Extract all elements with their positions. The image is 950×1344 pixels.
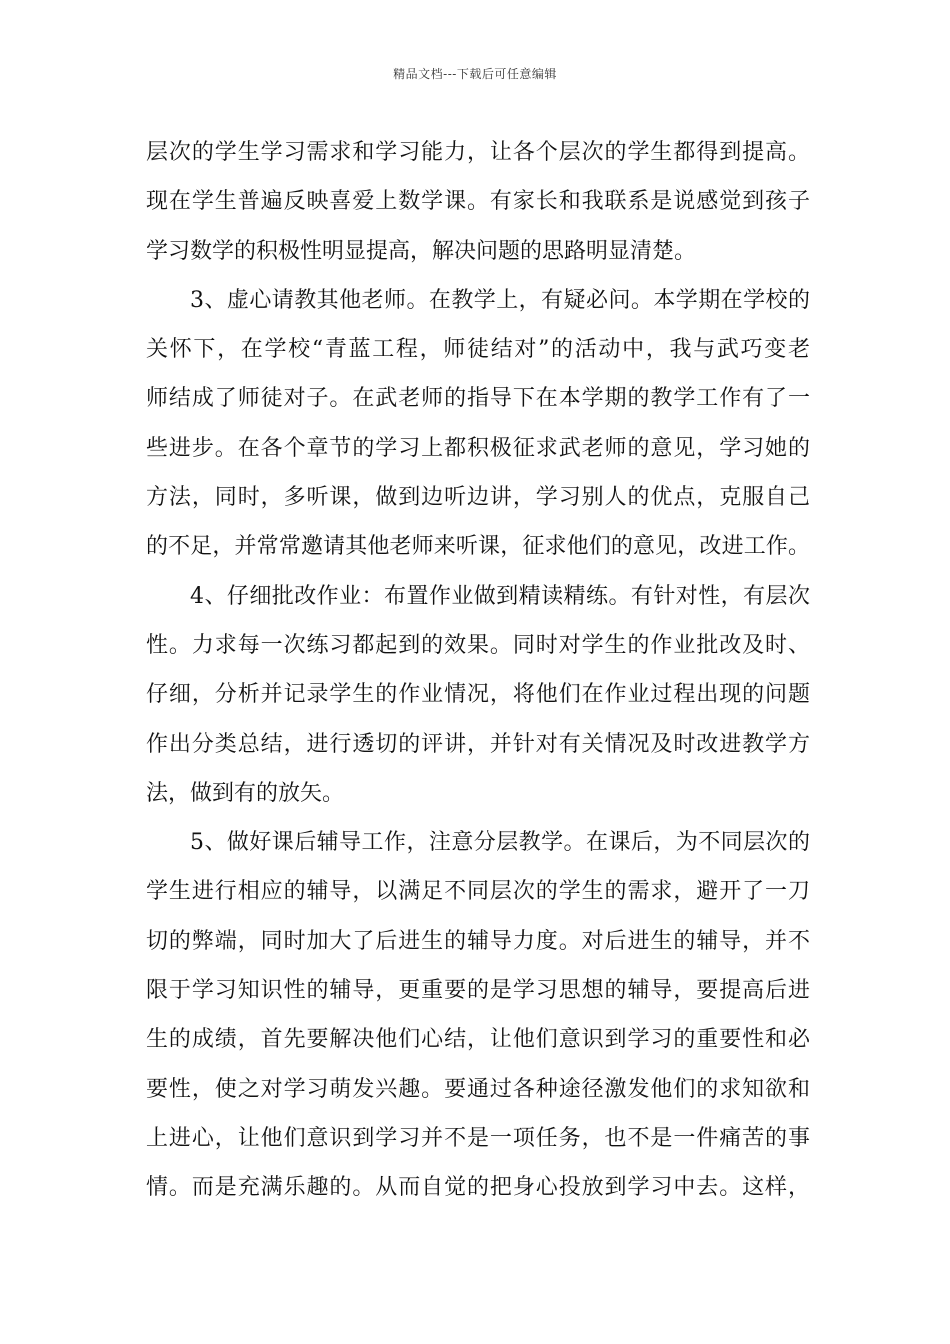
text-line: 学习数学的积极性明显提高，解决问题的思路明显清楚。 [146, 238, 697, 264]
text-line: 方法，同时，多听课，做到边听边讲，学习别人的优点，克服自己 [146, 485, 810, 511]
text-line: 要性，使之对学习萌发兴趣。要通过各种途径激发他们的求知欲和 [146, 1076, 810, 1102]
text-line: 关怀下，在学校“青蓝工程，师徒结对”的活动中，我与武巧变老 [146, 337, 810, 363]
text-line: 情。而是充满乐趣的。从而自觉的把身心投放到学习中去。这样， [146, 1175, 810, 1201]
text-line: 切的弊端，同时加大了后进生的辅导力度。对后进生的辅导，并不 [146, 928, 810, 954]
text-line: 的不足，并常常邀请其他老师来听课，征求他们的意见，改进工作。 [146, 534, 810, 560]
text-line: 学生进行相应的辅导，以满足不同层次的学生的需求，避开了一刀 [146, 879, 810, 905]
document-body [146, 128, 810, 1213]
text-line: 层次的学生学习需求和学习能力，让各个层次的学生都得到提高。 [146, 140, 810, 165]
page-header: 精品文档---下载后可任意编辑 [393, 67, 557, 81]
text-line: 仔细，分析并记录学生的作业情况，将他们在作业过程出现的问题 [146, 682, 810, 708]
paragraph-3-start: 3、虚心请教其他老师。在教学上，有疑必问。本学期在学校的 [190, 287, 810, 313]
text-line: 师结成了师徒对子。在武老师的指导下在本学期的教学工作有了一 [146, 386, 810, 412]
text-line: 现在学生普遍反映喜爱上数学课。有家长和我联系是说感觉到孩子 [146, 189, 810, 215]
text-line: 上进心，让他们意识到学习并不是一项任务，也不是一件痛苦的事 [146, 1125, 810, 1151]
text-line: 生的成绩，首先要解决他们心结，让他们意识到学习的重要性和必 [146, 1027, 810, 1053]
text-line: 些进步。在各个章节的学习上都积极征求武老师的意见，学习她的 [146, 435, 810, 461]
paragraph-5-start: 5、做好课后辅导工作，注意分层教学。在课后，为不同层次的 [190, 830, 810, 856]
text-line: 限于学习知识性的辅导，更重要的是学习思想的辅导，要提高后进 [146, 978, 810, 1004]
text-line: 性。力求每一次练习都起到的效果。同时对学生的作业批改及时、 [146, 632, 810, 658]
text-line: 法，做到有的放矢。 [146, 780, 345, 806]
text-line: 作出分类总结，进行透切的评讲，并针对有关情况及时改进教学方 [146, 731, 810, 757]
paragraph-4-start: 4、仔细批改作业：布置作业做到精读精练。有针对性，有层次 [190, 583, 810, 609]
